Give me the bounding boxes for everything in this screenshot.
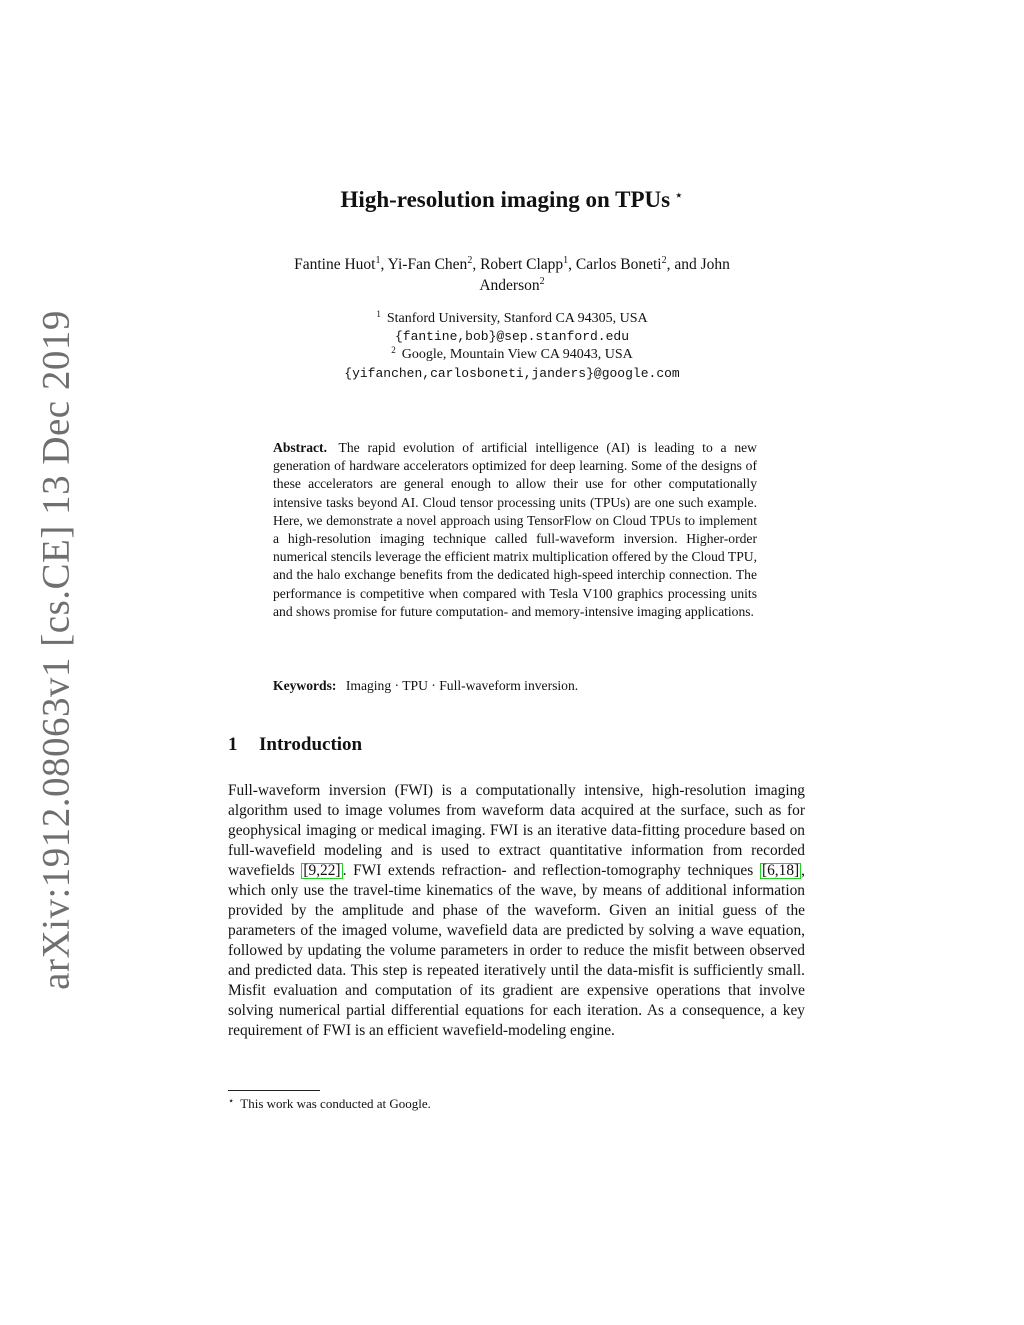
keywords-text: Imaging · TPU · Full-waveform inversion.: [345, 678, 579, 693]
email-address[interactable]: {yifanchen,carlosboneti,janders}@google.com: [344, 366, 680, 381]
author-name: and John: [674, 256, 730, 273]
author-affiliation-mark: 1: [375, 255, 381, 266]
affiliation-text: Google, Mountain View CA 94043, USA: [401, 347, 633, 362]
footnote-mark: ⋆: [228, 1096, 235, 1107]
email-address[interactable]: {fantine,bob}@sep.stanford.edu: [394, 329, 630, 344]
intro-text: . FWI extends refraction- and reflection-tomography techniques: [342, 862, 760, 879]
citation-link[interactable]: [9,22]: [303, 862, 341, 879]
footnote-rule: [228, 1090, 320, 1091]
author-affiliation-mark: 2: [661, 255, 667, 266]
section-number: 1: [228, 734, 238, 755]
affiliation-number: 1: [376, 309, 381, 319]
section-title: Introduction: [259, 734, 363, 755]
intro-text: Full-waveform inversion (FWI) is a computationally intensive, high-resolution imaging algorithm used to image volumes from waveform data acquired at the surface, such as for geophysical imaging or medical imaging. FWI is an iterative data-fitting procedure based on full-wavefield modeling and is used to extract quantitative information from recorded wavefields: [228, 782, 805, 879]
author-name: Fantine Huot: [294, 256, 376, 273]
author-name: Yi-Fan Chen: [387, 256, 468, 273]
affiliation-1: [0, 311, 1024, 327]
author-name: Robert Clapp: [480, 256, 564, 273]
introduction-paragraph: [228, 781, 805, 1041]
affiliation-text: Stanford University, Stanford CA 94305, USA: [386, 311, 648, 326]
title-footnote-mark[interactable]: ⋆: [674, 188, 684, 204]
paper-title: [0, 186, 1024, 213]
affiliation-1-email: [0, 329, 1024, 345]
author-affiliation-mark: 1: [563, 255, 569, 266]
abstract-label: Abstract.: [273, 440, 327, 455]
author-affiliation-mark: 2: [539, 276, 545, 287]
arxiv-identifier: arXiv:1912.08063v1 [cs.CE] 13 Dec 2019: [34, 310, 78, 990]
intro-text: , which only use the travel-time kinematics of the wave, by means of additional information provided by the amplitude and phase of the waveform. Given an initial guess of the parameters of the imaged volume, wavefield data are predicted by solving a wave equation, followed by updating the volume parameters in order to reduce the misfit between observed and predicted data. This step is repeated iteratively until the data-misfit is sufficiently small. Misfit evaluation and computation of its gradient are expensive operations that involve solving numerical partial differential equations for each iteration. As a consequence, a key requirement of FWI is an efficient wavefield-modeling engine.: [228, 862, 806, 1039]
author-name: Anderson: [479, 277, 540, 294]
affiliation-number: 2: [391, 345, 396, 355]
affiliation-2: [0, 347, 1024, 363]
footnote-text: This work was conducted at Google.: [240, 1096, 431, 1111]
affiliation-2-email: [0, 366, 1024, 382]
author-list: Fantine Huot$^1$, Yi-Fan Chen$^2$, Robert Clapp$^1$, Carlos Boneti$^2$, and John Anderson$^2$: [294, 255, 730, 294]
keywords: [273, 678, 757, 694]
keywords-label: Keywords:: [273, 678, 337, 693]
author-name: Carlos Boneti: [575, 256, 662, 273]
footnote: [228, 1096, 431, 1112]
abstract: [273, 439, 757, 621]
citation-link[interactable]: [6,18]: [761, 862, 800, 879]
section-heading: [228, 734, 362, 756]
abstract-text: The rapid evolution of artificial intelligence (AI) is leading to a new generation of hardware accelerators optimized for deep learning. Some of the designs of these accelerators are general enough to allow their use for other computationally intensive tasks beyond AI. Cloud tensor processing units (TPUs) are one such example. Here, we demonstrate a novel approach using TensorFlow on Cloud TPUs to implement a high-resolution imaging technique called full-waveform inversion. Higher-order numerical stencils leverage the efficient matrix multiplication offered by the Cloud TPU, and the halo exchange benefits from the dedicated high-speed interchip connection. The performance is competitive when compared with Tesla V100 graphics processing units and shows promise for future computation- and memory-intensive imaging applications.: [273, 440, 757, 619]
title-text: High-resolution imaging on TPUs: [340, 187, 671, 212]
author-affiliation-mark: 2: [467, 255, 473, 266]
